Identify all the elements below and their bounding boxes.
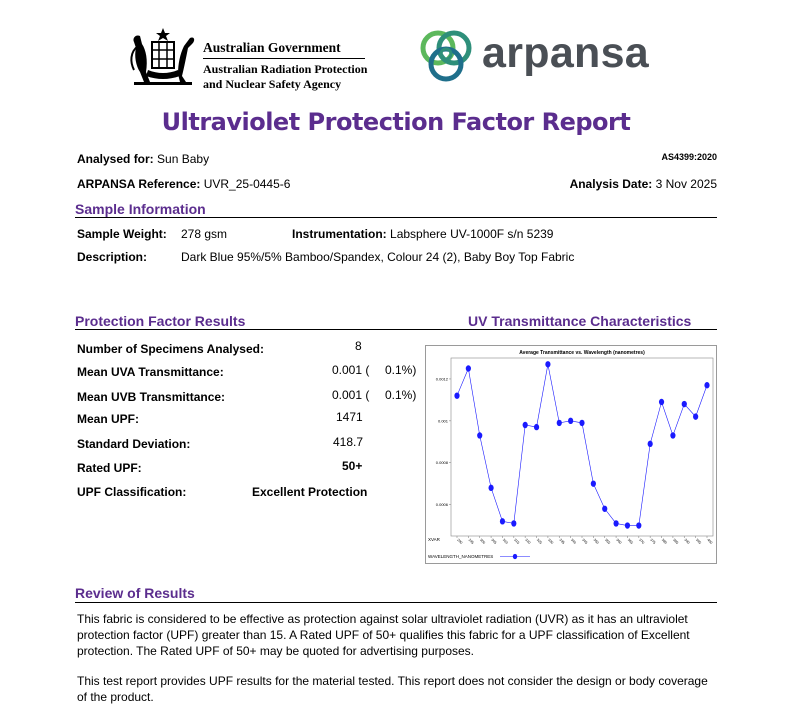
data-point <box>613 520 618 526</box>
series-line <box>457 364 707 525</box>
analysed-for <box>77 152 209 166</box>
y-tick-label: 0.001 <box>437 418 448 424</box>
specimens-value: 8 <box>355 339 362 353</box>
arpansa-reference <box>77 177 290 191</box>
specimens-label: Number of Specimens Analysed: <box>77 342 264 356</box>
x-tick-label: 360 <box>615 537 623 545</box>
instrumentation-value: Labsphere UV-1000F s/n 5239 <box>390 227 554 241</box>
x-tick-label: 400 <box>706 537 714 545</box>
upf-classification-value: Excellent Protection <box>252 485 368 499</box>
x-tick-label: 370 <box>638 537 646 545</box>
y-tick-label: 0.0008 <box>435 460 448 466</box>
transmittance-chart-svg <box>426 346 716 563</box>
plot-area-frame <box>451 358 713 536</box>
x-tick-label: 390 <box>683 537 691 545</box>
x-tick-label: 380 <box>660 537 668 545</box>
sample-weight-label: Sample Weight: <box>77 227 167 241</box>
arpansa-wordmark: arpansa <box>482 29 650 77</box>
sample-weight-value: 278 gsm <box>181 227 228 241</box>
data-point <box>648 441 653 447</box>
x-tick-label: 295 <box>467 537 475 545</box>
mean-upf-label: Mean UPF: <box>77 412 140 426</box>
x-tick-label: 320 <box>524 537 532 545</box>
x-tick-label: 305 <box>490 537 498 545</box>
x-tick-label: 395 <box>694 537 702 545</box>
report-header <box>0 0 792 100</box>
data-point <box>693 413 698 419</box>
sample-information-heading: Sample Information <box>75 201 206 217</box>
x-tick-label: 340 <box>569 537 577 545</box>
standard-deviation-value: 418.7 <box>333 435 364 449</box>
description-value: Dark Blue 95%/5% Bamboo/Spandex, Colour 24 (2), Baby Boy Top Fabric <box>181 250 575 264</box>
arpansa-logo-icon <box>414 26 480 86</box>
x-tick-label: 385 <box>672 537 680 545</box>
review-paragraph-2: This test report provides UPF results for the material tested. This report does not consider the design or body coverage of the product. <box>77 674 708 704</box>
data-point <box>591 480 596 486</box>
x-tick-label: 345 <box>581 537 589 545</box>
x-tick-label: 350 <box>592 537 600 545</box>
agency-name-line-2: and Nuclear Safety Agency <box>203 77 342 91</box>
agency-name-line-1: Australian Radiation Protection <box>203 62 368 76</box>
data-point <box>488 485 493 491</box>
data-point <box>511 520 516 526</box>
uvb-value: 0.001 ( <box>332 388 370 402</box>
rated-upf-label: Rated UPF: <box>77 461 142 475</box>
x-tick-label: 325 <box>535 537 543 545</box>
data-point <box>500 518 505 524</box>
description-label: Description: <box>77 250 148 264</box>
review-of-results-heading: Review of Results <box>75 585 195 601</box>
x-tick-label: 315 <box>513 537 521 545</box>
review-rule <box>75 602 717 603</box>
reference-label: ARPANSA Reference: <box>77 177 201 191</box>
standard-code: AS4399:2020 <box>661 152 717 162</box>
x-tick-label: 300 <box>479 537 486 545</box>
data-point <box>545 361 550 367</box>
y-tick-label: 0.0006 <box>435 502 448 508</box>
data-point <box>625 522 630 528</box>
legend-label: WAVELENGTH_NANOMETRES <box>428 554 494 559</box>
uva-value: 0.001 ( <box>332 363 370 377</box>
analysed-for-label: Analysed for: <box>77 152 154 166</box>
data-point <box>568 418 573 424</box>
data-point <box>670 432 675 438</box>
x-tick-label: 330 <box>547 537 555 545</box>
uvb-label: Mean UVB Transmittance: <box>77 390 226 404</box>
data-point <box>466 365 471 371</box>
x-tick-label: 310 <box>501 537 509 545</box>
x-tick-label: 365 <box>626 537 634 545</box>
data-point <box>557 420 562 426</box>
uva-percent: 0.1%) <box>385 363 417 377</box>
chart-title: Average Transmittance vs. Wavelength (nanometres) <box>519 350 645 356</box>
analysed-for-value: Sun Baby <box>157 152 210 166</box>
data-point <box>523 422 528 428</box>
uv-transmittance-chart <box>425 345 717 564</box>
upf-classification-label: UPF Classification: <box>77 485 187 499</box>
header-divider <box>203 58 365 59</box>
review-paragraph-1: This fabric is considered to be effective as protection against solar ultraviolet radiation (UVR) as it has an ultraviolet protection factor (UPF) greater than 15. A Rated UPF of 50+ qualifies this fabric for a UPF classification of Excellent protection. The Rated UPF of 50+ may be quoted for advertising purposes. <box>77 612 690 658</box>
analysis-date-label: Analysis Date: <box>569 177 653 191</box>
reference-value: UVR_25-0445-6 <box>203 177 291 191</box>
data-point <box>704 382 709 388</box>
rated-upf-value: 50+ <box>342 459 363 473</box>
standard-deviation-label: Standard Deviation: <box>77 437 191 451</box>
x-tick-label: 375 <box>649 537 657 545</box>
data-point <box>477 432 482 438</box>
coat-of-arms-icon <box>128 26 198 88</box>
data-point <box>534 424 539 430</box>
results-rule <box>75 329 717 330</box>
analysis-date <box>570 177 717 191</box>
data-point <box>659 399 664 405</box>
data-point <box>602 506 607 512</box>
data-point <box>682 401 687 407</box>
data-point <box>579 420 584 426</box>
x-tick-label: 355 <box>604 537 611 545</box>
data-point <box>454 392 459 398</box>
x-axis-label: XVAR <box>428 537 440 542</box>
instrumentation <box>292 227 553 241</box>
uvb-percent: 0.1%) <box>385 388 417 402</box>
protection-factor-results-heading: Protection Factor Results <box>75 313 246 329</box>
report-title: Ultraviolet Protection Factor Report <box>161 108 631 136</box>
y-tick-label: 0.0012 <box>435 376 448 382</box>
legend-marker <box>513 554 517 559</box>
x-tick-label: 335 <box>558 537 566 545</box>
mean-upf-value: 1471 <box>336 410 363 424</box>
analysis-date-value: 3 Nov 2025 <box>655 177 717 191</box>
government-name: Australian Government <box>203 40 341 55</box>
instrumentation-label: Instrumentation: <box>292 227 387 241</box>
data-point <box>636 522 641 528</box>
uv-transmittance-heading: UV Transmittance Characteristics <box>468 313 692 329</box>
x-tick-label: 290 <box>456 537 464 545</box>
sample-information-rule <box>75 217 717 218</box>
uva-label: Mean UVA Transmittance: <box>77 365 224 379</box>
